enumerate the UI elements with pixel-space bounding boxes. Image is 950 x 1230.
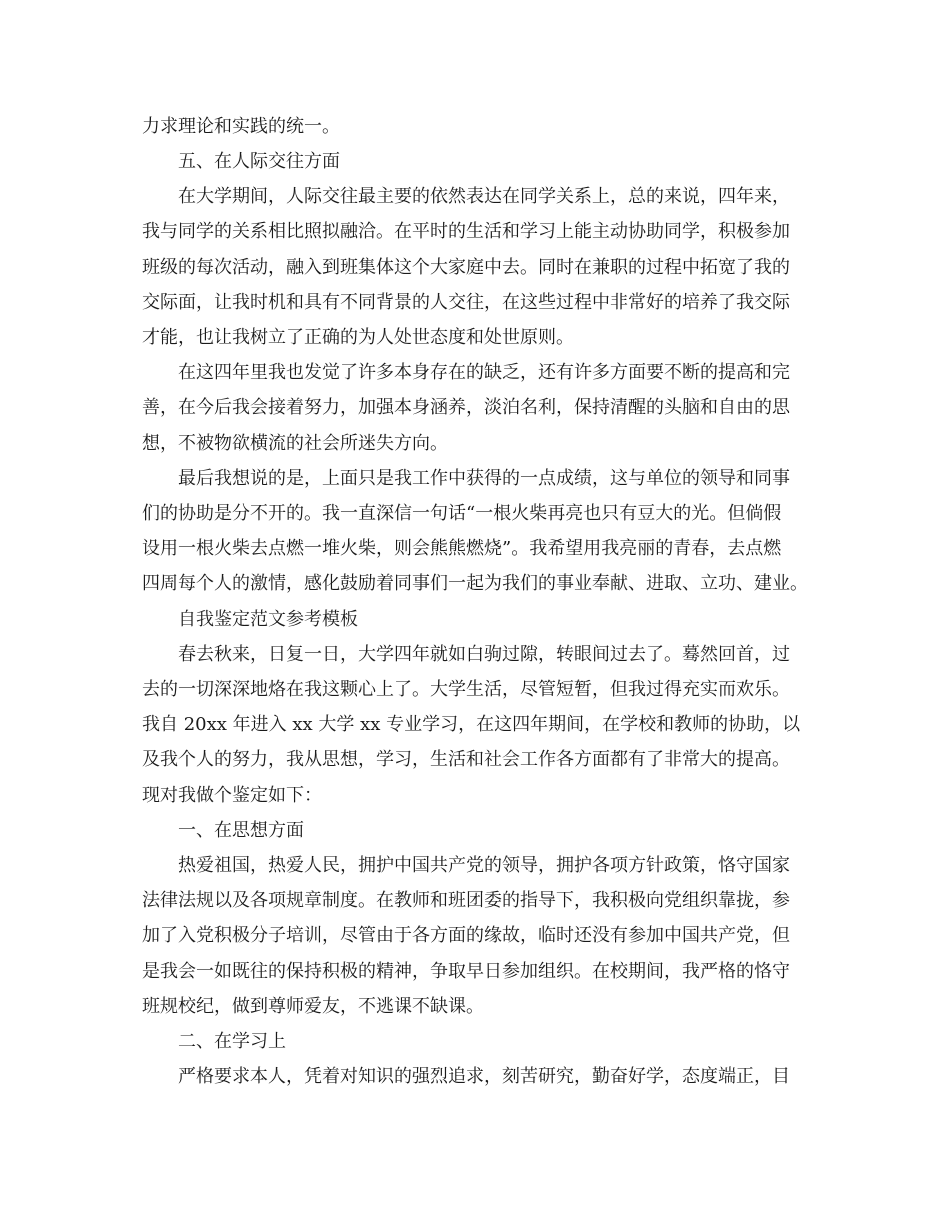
text-line: 法律法规以及各项规章制度。在教师和班团委的指导下，我积极向党组织靠拢，参 — [142, 890, 790, 911]
section-heading: 二、在学习上 — [178, 1031, 286, 1052]
section-heading: 一、在思想方面 — [178, 820, 304, 841]
text-line: 春去秋来，日复一日，大学四年就如白驹过隙，转眼间过去了。蓦然回首，过 — [178, 644, 790, 665]
text-line: 班级的每次活动，融入到班集体这个大家庭中去。同时在兼职的过程中拓宽了我的 — [142, 257, 790, 278]
text-line: 善，在今后我会接着努力，加强本身涵养，淡泊名利，保持清醒的头脑和自由的思 — [142, 397, 790, 418]
text-line: 我自 20xx 年进入 xx 大学 xx 专业学习，在这四年期间，在学校和教师的协助，以 — [142, 714, 801, 735]
section-heading: 自我鉴定范文参考模板 — [178, 609, 358, 630]
text-line: 现对我做个鉴定如下： — [142, 785, 322, 806]
text-line: 四周每个人的激情，感化鼓励着同事们一起为我们的事业奉献、进取、立功、建业。 — [142, 573, 808, 594]
text-line: 交际面，让我时机和具有不同背景的人交往，在这些过程中非常好的培养了我交际 — [142, 292, 790, 313]
text-line: 最后我想说的是，上面只是我工作中获得的一点成绩，这与单位的领导和同事 — [178, 468, 790, 489]
text-line: 及我个人的努力，我从思想，学习，生活和社会工作各方面都有了非常大的提高。 — [142, 749, 790, 770]
text-line: 设用一根火柴去点燃一堆火柴，则会熊熊燃烧”。我希望用我亮丽的青春，去点燃 — [142, 538, 782, 559]
text-line: 想，不被物欲横流的社会所迷失方向。 — [142, 433, 448, 454]
text-line: 力求理论和实践的统一。 — [142, 116, 340, 137]
text-line: 是我会一如既往的保持积极的精神，争取早日参加组织。在校期间，我严格的恪守 — [142, 961, 790, 982]
text-line: 我与同学的关系相比照拟融洽。在平时的生活和学习上能主动协助同学，积极参加 — [142, 221, 790, 242]
text-line: 去的一切深深地烙在我这颗心上了。大学生活，尽管短暂，但我过得充实而欢乐。 — [142, 679, 790, 700]
text-line: 热爱祖国，热爱人民，拥护中国共产党的领导，拥护各项方针政策，恪守国家 — [178, 855, 790, 876]
section-heading: 五、在人际交往方面 — [178, 151, 340, 172]
text-line: 在这四年里我也发觉了许多本身存在的缺乏，还有许多方面要不断的提高和完 — [178, 362, 790, 383]
text-line: 班规校纪，做到尊师爱友，不逃课不缺课。 — [142, 996, 484, 1017]
text-line: 加了入党积极分子培训，尽管由于各方面的缘故，临时还没有参加中国共产党，但 — [142, 925, 790, 946]
text-line: 严格要求本人，凭着对知识的强烈追求，刻苦研究，勤奋好学，态度端正，目 — [178, 1066, 790, 1087]
text-line: 们的协助是分不开的。我一直深信一句话“一根火柴再亮也只有豆大的光。但倘假 — [142, 503, 782, 524]
text-line: 才能，也让我树立了正确的为人处世态度和处世原则。 — [142, 327, 574, 348]
text-line: 在大学期间，人际交往最主要的依然表达在同学关系上，总的来说，四年来， — [178, 186, 790, 207]
